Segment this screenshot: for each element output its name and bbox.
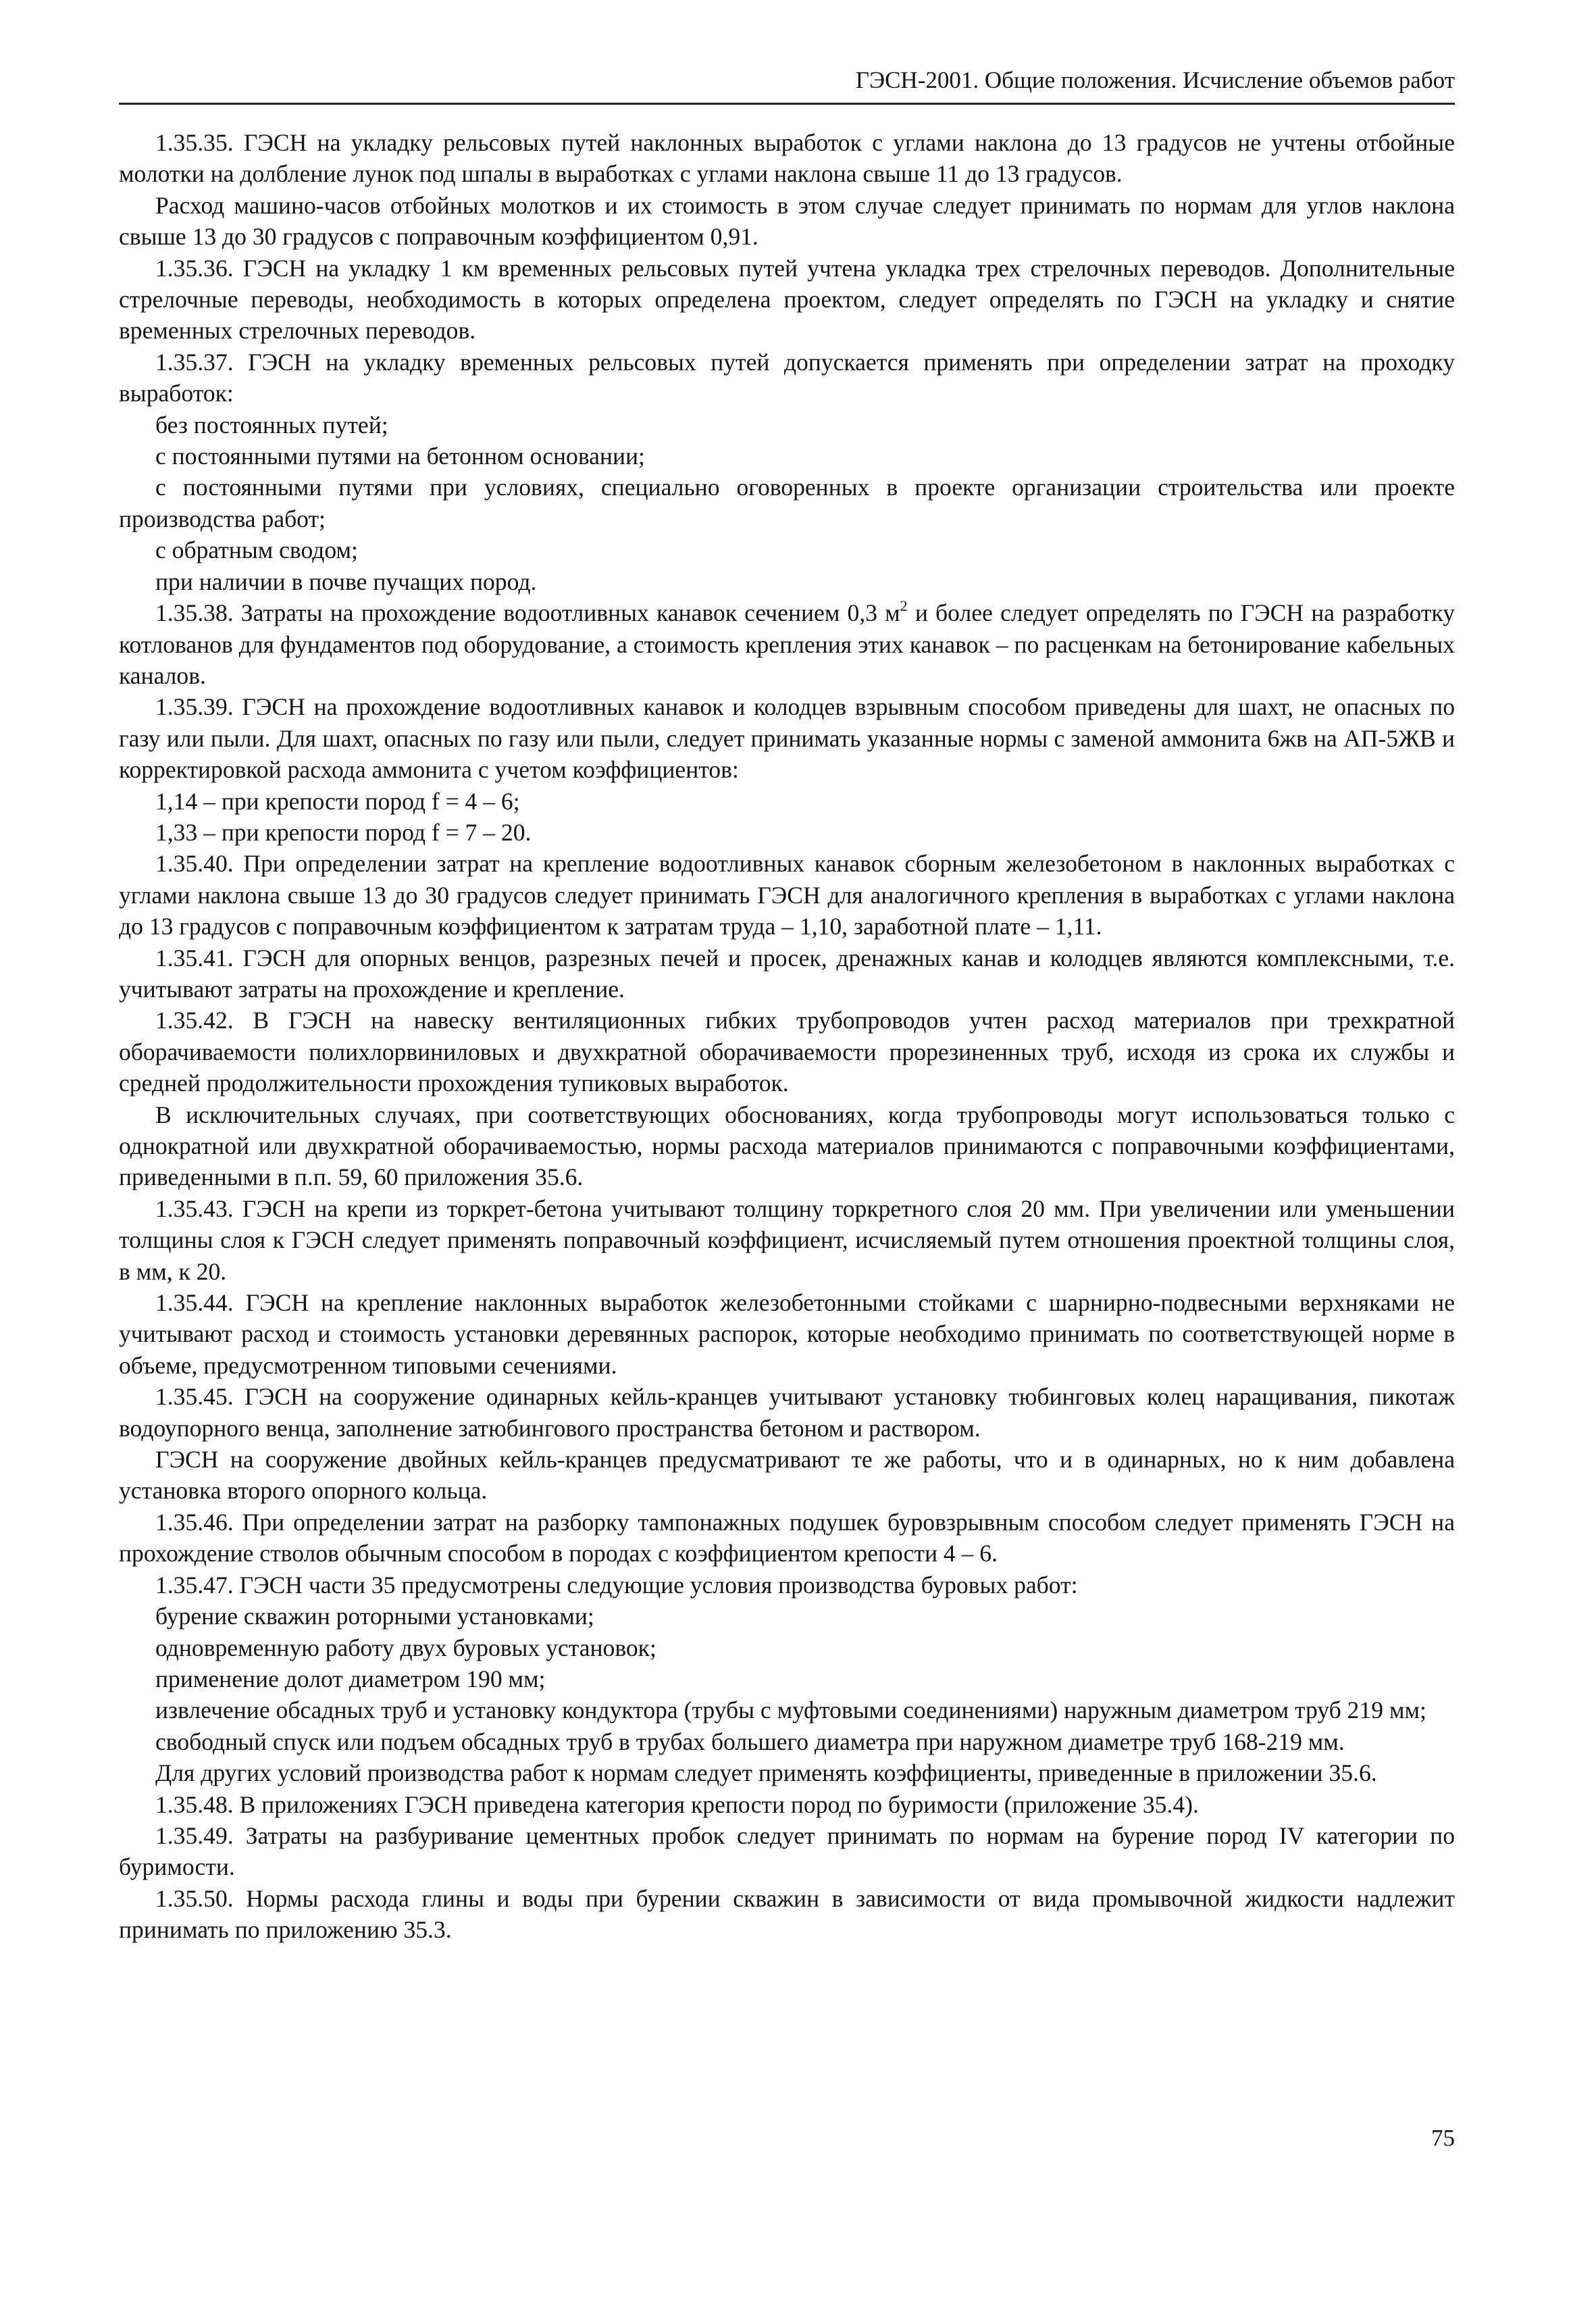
list-item: 1,33 – при крепости пород f = 7 – 20.	[155, 818, 532, 846]
paragraph-1-35-50: 1.35.50. Нормы расхода глины и воды при бурении скважин в зависимости от вида промывочной жидкости надлежит принимать по приложению 35.3.	[119, 1884, 1455, 1944]
page-number: 75	[1431, 2125, 1455, 2151]
paragraph-1-35-38	[119, 597, 1455, 691]
header-rule	[119, 103, 1455, 105]
paragraph: Для других условий производства работ к нормам следует применять коэффициенты, приведенные в приложении 35.6.	[155, 1759, 1377, 1787]
paragraph: ГЭСН на сооружение двойных кейль-кранцев предусматривают те же работы, что и в одинарных, но к ним добавлена установка второго опорного кольца.	[119, 1446, 1455, 1505]
list-item: свободный спуск или подъем обсадных труб в трубах большего диаметра при наружном диаметре труб 168-219 мм.	[155, 1728, 1345, 1755]
paragraph-1-35-38-start: 1.35.38. Затраты на прохождение водоотливных канавок сечением 0,3 м	[155, 599, 900, 627]
paragraph-1-35-37: 1.35.37. ГЭСН на укладку временных рельсовых путей допускается применять при определении затрат на проходку выработок:	[119, 348, 1455, 407]
paragraph-1-35-42: 1.35.42. В ГЭСН на навеску вентиляционных гибких трубопроводов учтен расход материалов при трехкратной оборачиваемости полихлорвиниловых и двухкратной оборачиваемости прорезиненных труб, исходя из срока их службы и средней продолжительности прохождения тупиковых выработок.	[119, 1007, 1455, 1097]
paragraph-1-35-49: 1.35.49. Затраты на разбуривание цементных пробок следует принимать по нормам на бурение пород IV категории по буримости.	[119, 1821, 1455, 1881]
list-item: бурение скважин роторными установками;	[155, 1603, 594, 1630]
list-item: 1,14 – при крепости пород f = 4 – 6;	[155, 787, 520, 815]
list-item: с постоянными путями на бетонном основании;	[155, 443, 645, 470]
paragraph-1-35-38-end: и более следует определять по ГЭСН на разработку котлованов для фундаментов под оборудование, а стоимость крепления этих канавок – по расценкам на бетонирование кабельных каналов.	[119, 599, 1455, 689]
paragraph-1-35-35: 1.35.35. ГЭСН на укладку рельсовых путей наклонных выработок с углами наклона до 13 градусов не учтены отбойные молотки на долбление лунок под шпалы в выработках с углами наклона свыше 11 до 13 градусов.	[119, 129, 1455, 188]
list-item: извлечение обсадных труб и установку кондуктора (трубы с муфтовыми соединениями) наружным диаметром труб 219 мм;	[155, 1696, 1426, 1724]
list-item: с обратным сводом;	[155, 536, 358, 564]
list-item: с постоянными путями при условиях, специально оговоренных в проекте организации строительства или проекте производства работ;	[119, 474, 1455, 532]
paragraph-1-35-39: 1.35.39. ГЭСН на прохождение водоотливных канавок и колодцев взрывным способом приведены для шахт, не опасных по газу или пыли. Для шахт, опасных по газу или пыли, следует принимать указанные нормы с заменой аммонита 6жв на АП-5ЖВ и корректировкой расхода аммонита с учетом коэффициентов:	[119, 693, 1455, 784]
paragraph-1-35-44: 1.35.44. ГЭСН на крепление наклонных выработок железобетонными стойками с шарнирно-подвесными верхняками не учитывают расход и стоимость установки деревянных распорок, которые необходимо принимать по соответствующей норме в объеме, предусмотренном типовыми сечениями.	[119, 1289, 1455, 1379]
square-superscript: 2	[900, 597, 908, 615]
list-item: при наличии в почве пучащих пород.	[155, 568, 537, 595]
paragraph-1-35-40: 1.35.40. При определении затрат на крепление водоотливных канавок сборным железобетоном в наклонных выработках с углами наклона свыше 13 до 30 градусов следует принимать ГЭСН для аналогичного крепления в выработках с углами наклона до 13 градусов с поправочным коэффициентом к затратам труда – 1,10, заработной плате – 1,11.	[119, 850, 1455, 940]
paragraph-1-35-47: 1.35.47. ГЭСН части 35 предусмотрены следующие условия производства буровых работ:	[155, 1571, 1078, 1599]
paragraph-1-35-46: 1.35.46. При определении затрат на разборку тампонажных подушек буровзрывным способом следует применять ГЭСН на прохождение стволов обычным способом в породах с коэффициентом крепости 4 – 6.	[119, 1508, 1455, 1567]
list-item: применение долот диаметром 190 мм;	[155, 1665, 546, 1692]
body-text	[119, 127, 1455, 1946]
list-item: одновременную работу двух буровых установок;	[155, 1634, 657, 1661]
paragraph-1-35-41: 1.35.41. ГЭСН для опорных венцов, разрезных печей и просек, дренажных канав и колодцев являются комплексными, т.е. учитывают затраты на прохождение и крепление.	[119, 944, 1455, 1003]
paragraph: Расход машино-часов отбойных молотков и их стоимость в этом случае следует принимать по нормам для углов наклона свыше 13 до 30 градусов с поправочным коэффициентом 0,91.	[119, 191, 1455, 251]
paragraph-1-35-48: 1.35.48. В приложениях ГЭСН приведена категория крепости пород по буримости (приложение 35.4).	[155, 1790, 1199, 1818]
paragraph: В исключительных случаях, при соответствующих обоснованиях, когда трубопроводы могут использоваться только с однократной или двухкратной оборачиваемостью, нормы расхода материалов принимаются с поправочными коэффициентами, приведенными в п.п. 59, 60 приложения 35.6.	[119, 1101, 1455, 1191]
list-item: без постоянных путей;	[155, 411, 388, 438]
running-header: ГЭСН-2001. Общие положения. Исчисление объемов работ	[855, 67, 1455, 93]
paragraph-1-35-43: 1.35.43. ГЭСН на крепи из торкрет-бетона учитывают толщину торкретного слоя 20 мм. При увеличении или уменьшении толщины слоя к ГЭСН следует применять поправочный коэффициент, исчисляемый путем отношения проектной толщины слоя, в мм, к 20.	[119, 1194, 1455, 1285]
paragraph-1-35-45: 1.35.45. ГЭСН на сооружение одинарных кейль-кранцев учитывают установку тюбинговых колец наращивания, пикотаж водоупорного венца, заполнение затюбингового пространства бетоном и раствором.	[119, 1383, 1455, 1442]
paragraph-1-35-36: 1.35.36. ГЭСН на укладку 1 км временных рельсовых путей учтена укладка трех стрелочных переводов. Дополнительные стрелочные переводы, необходимость в которых определена проектом, следует определять по ГЭСН на укладку и снятие временных стрелочных переводов.	[119, 254, 1455, 345]
